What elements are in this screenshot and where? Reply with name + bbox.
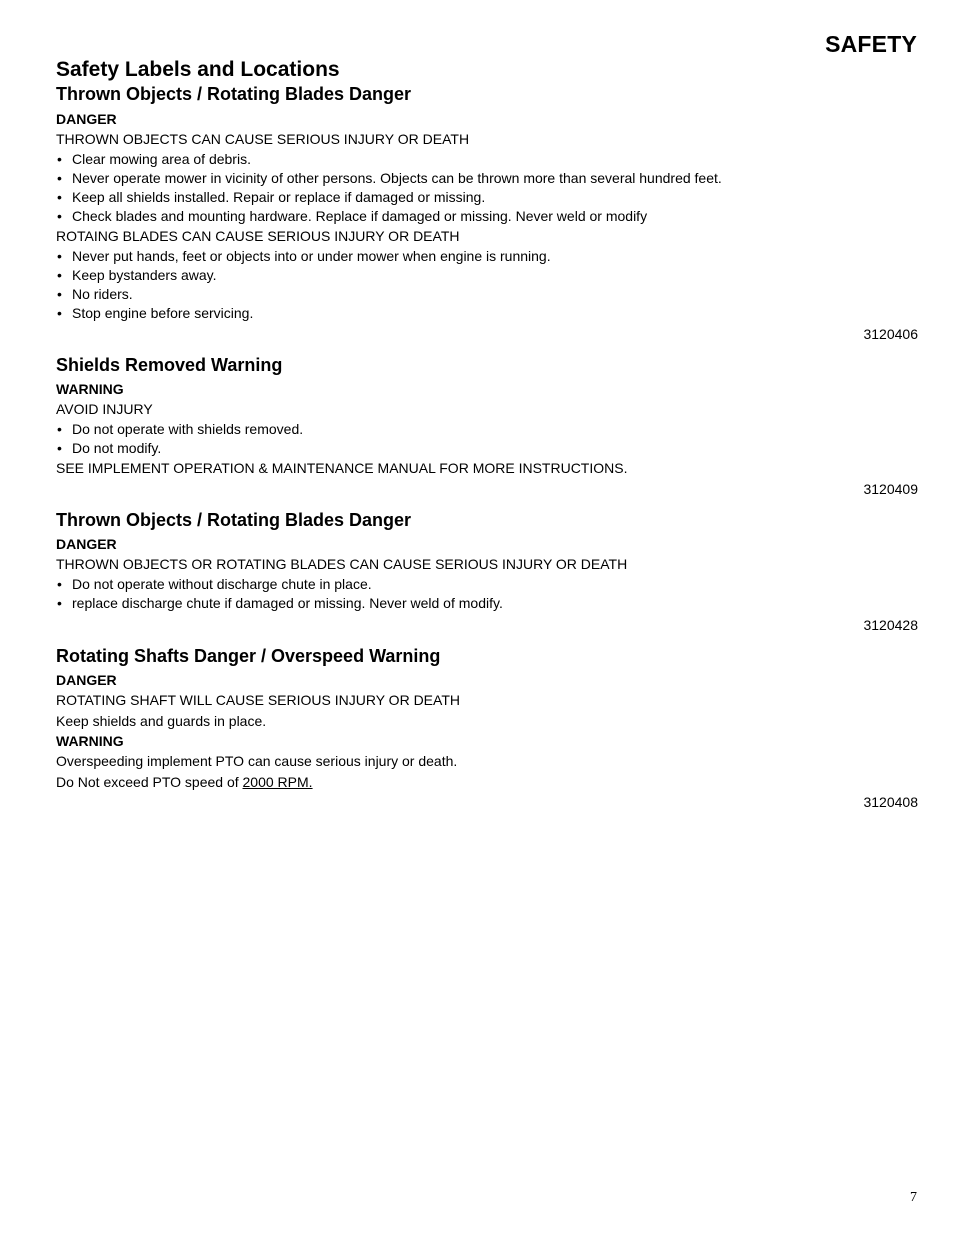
list-item: • Do not operate with shields removed.: [56, 420, 918, 439]
label-section-3120409: [56, 354, 918, 499]
instruction-note: SEE IMPLEMENT OPERATION & MAINTENANCE MANUAL FOR MORE INSTRUCTIONS.: [56, 460, 628, 476]
page-title: Safety Labels and Locations: [56, 58, 340, 81]
instruction-line: Keep shields and guards in place.: [56, 713, 267, 729]
label-section-3120408: [56, 645, 918, 812]
list-item: • Keep all shields installed. Repair or replace if damaged or missing.: [56, 188, 918, 207]
bullet-list: [56, 575, 918, 613]
label-section-3120406: [56, 83, 918, 344]
part-number: 3120406: [863, 326, 918, 342]
page-content: [56, 56, 918, 812]
list-item: • Do not operate without discharge chute in place.: [56, 575, 918, 594]
hazard-statement: THROWN OBJECTS CAN CAUSE SERIOUS INJURY OR DEATH: [56, 131, 470, 147]
part-number: 3120408: [863, 794, 918, 810]
label-section-3120428: [56, 509, 918, 635]
section-title: Thrown Objects / Rotating Blades Danger: [56, 84, 412, 104]
part-number: 3120428: [863, 617, 918, 633]
page-number: 7: [910, 1190, 917, 1205]
list-item: • Keep bystanders away.: [56, 266, 918, 285]
pto-speed-value: 2000 RPM.: [242, 774, 313, 790]
hazard-statement: THROWN OBJECTS OR ROTATING BLADES CAN CAUSE SERIOUS INJURY OR DEATH: [56, 556, 628, 572]
section-header-tag: SAFETY: [825, 31, 917, 57]
list-item: • replace discharge chute if damaged or missing. Never weld of modify.: [56, 594, 918, 613]
bullet-list: [56, 420, 918, 458]
signal-word: DANGER: [56, 111, 117, 127]
list-item: • Never put hands, feet or objects into or under mower when engine is running.: [56, 247, 918, 266]
instruction-line: Overspeeding implement PTO can cause serious injury or death.: [56, 753, 458, 769]
hazard-statement: ROTATING SHAFT WILL CAUSE SERIOUS INJURY OR DEATH: [56, 692, 460, 708]
part-number: 3120409: [863, 481, 918, 497]
bullet-list: [56, 150, 918, 226]
list-item: • Clear mowing area of debris.: [56, 150, 918, 169]
pto-speed-prefix: Do Not exceed PTO speed of: [56, 774, 243, 790]
list-item: • Do not modify.: [56, 439, 918, 458]
bullet-list: [56, 247, 918, 323]
section-title: Rotating Shafts Danger / Overspeed Warning: [56, 646, 441, 666]
signal-word: WARNING: [56, 733, 124, 749]
list-item: • No riders.: [56, 285, 918, 304]
list-item: • Never operate mower in vicinity of other persons. Objects can be thrown more than several hundred feet.: [56, 169, 918, 188]
list-item: • Stop engine before servicing.: [56, 304, 918, 323]
pto-speed-line: [56, 772, 918, 792]
hazard-statement: ROTAING BLADES CAN CAUSE SERIOUS INJURY OR DEATH: [56, 228, 460, 244]
signal-word: DANGER: [56, 672, 117, 688]
hazard-statement: AVOID INJURY: [56, 401, 153, 417]
list-item: • Check blades and mounting hardware. Replace if damaged or missing. Never weld or modify: [56, 207, 918, 226]
signal-word: DANGER: [56, 536, 117, 552]
signal-word: WARNING: [56, 381, 124, 397]
section-title: Shields Removed Warning: [56, 355, 283, 375]
section-title: Thrown Objects / Rotating Blades Danger: [56, 510, 412, 530]
